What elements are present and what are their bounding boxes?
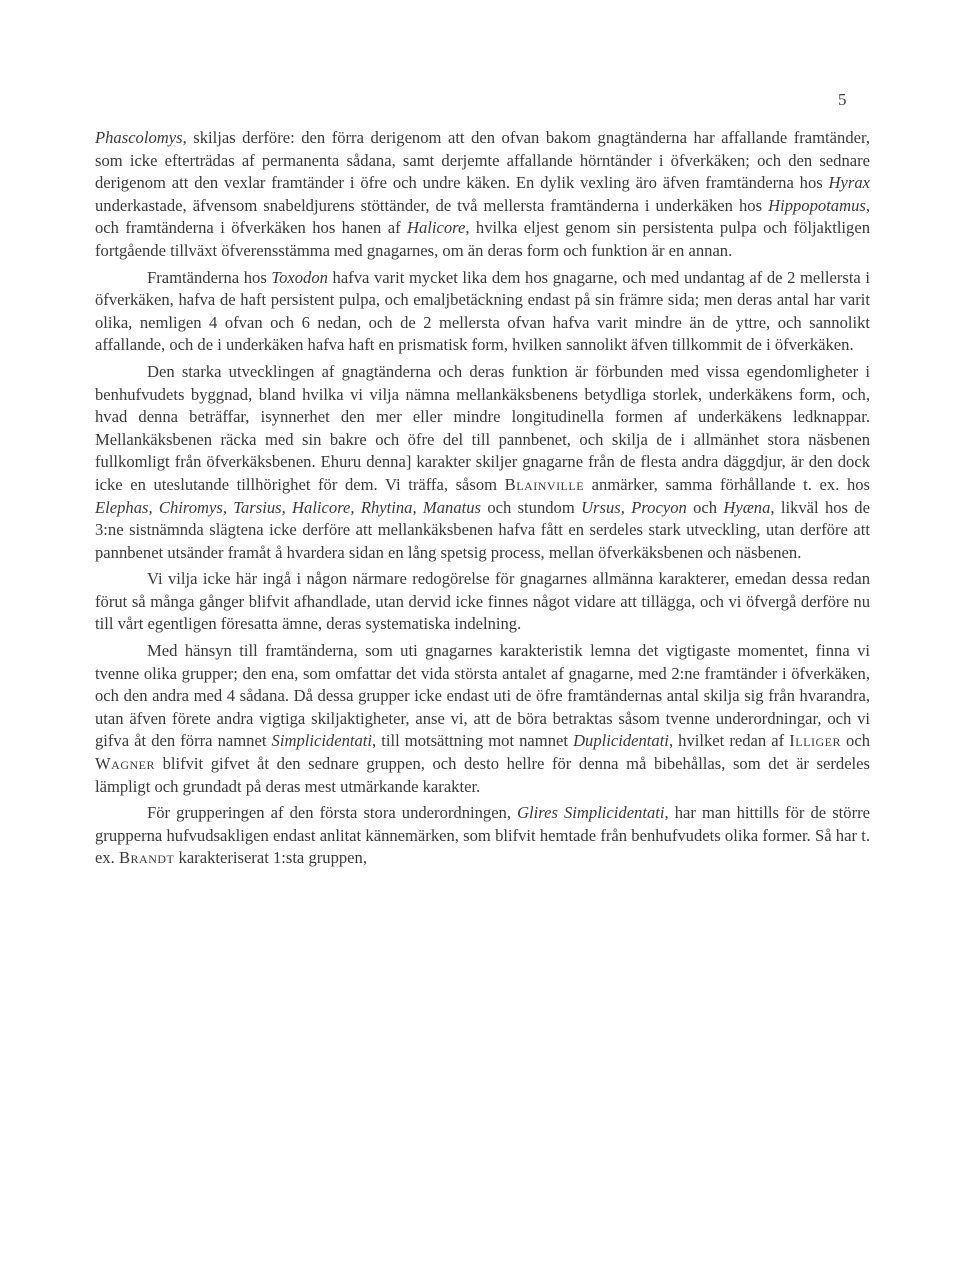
text-run: , likväl hos de 3:ne sistnämnda slägtena icke derföre att mellankäksbenen hafva fått en serdeles stark utveckling, utan derföre att pannbenet utsänder framåt å hvardera sidan en lång spetsig process, mellan öfverkäksbenen och näsbenen. (95, 497, 870, 562)
text-run: hafva varit mycket lika dem hos gnagarne, och med undantag af de 2 mellersta i öfverkäken, hafva de haft persistent pulpa, och emaljbetäckning endast på sin främre sida; men deras antal har varit olika, nemligen 4 ofvan och 6 nedan, och de 2 mellersta ofvan hafva varit mindre än de yttre, och sannolikt affallande, och de i underkäken hafva haft en prismatisk form, hvilken sannolikt äfven tillkommit de i öfverkäken. (95, 267, 871, 355)
text-run: Framtänderna hos (147, 267, 272, 287)
text-run: , skiljas derföre: den förra derigenom att den ofvan bakom gnagtänderna har affallande framtänder, som icke efterträdas af permanenta sådana, samt derjemte affallande hörntänder i öfverkäken; och den sednare derigenom att den vexlar framtänder i öfre och undre käken. En dylik vexling äro äfven framtänderna hos (95, 128, 870, 193)
paragraph-4 (95, 568, 870, 636)
text-run: För grupperingen af den första stora underordningen, (147, 803, 518, 823)
italic-term: Phascolomys (95, 128, 183, 147)
paragraph-6 (95, 802, 870, 870)
text-run: och (840, 731, 870, 751)
text-run: Med hänsyn till framtänderna, som uti gnagarnes karakteristik lemna det vigtigaste momentet, finna vi tvenne olika grupper; den ena, som omfattar det vida största antalet af gnagarne, med 2:ne framtänder i öfverkäken, och den andra med 4 sådana. Då dessa grupper icke endast uti de öfre framtändernas antal skilja sig från hvarandra, utan äfven förete andra vigtiga skiljaktigheter, anse vi, att de böra betraktas såsom tvenne underordningar, och vi gifva åt den förra namnet (95, 641, 870, 751)
italic-term: Elephas, Chiromys, Tarsius, Halicore, Rhytina, Manatus (95, 497, 482, 517)
italic-term: Halicore (407, 218, 466, 238)
body-text (95, 127, 870, 874)
text-run: anmärker, samma förhållande t. ex. hos (584, 474, 871, 494)
paragraph-1 (95, 127, 870, 263)
italic-term: Hyæna (723, 497, 771, 517)
italic-term: Hyrax (828, 173, 870, 193)
text-run: , hvilket redan af (668, 731, 790, 751)
italic-term: Glires Simplicidentati (517, 803, 665, 823)
paragraph-2 (95, 267, 870, 357)
italic-term: Ursus, Procyon (581, 497, 687, 517)
text-run: , till motsättning mot namnet (372, 731, 574, 751)
text-run: Vi vilja icke här ingå i någon närmare redogörelse för gnagarnes allmänna karakterer, emedan dessa redan förut så många gånger blifvit afhandlade, utan dervid icke finnes något vidare att tillägga, och vi öfvergå derföre nu till vårt egentligen föresatta ämne, deras systematiska indelning. (95, 569, 870, 634)
text-run: blifvit gifvet åt den sednare gruppen, och desto hellre för denna må bibehållas, som det är serdeles lämpligt och grundadt på deras mest utmärkande karakter. (95, 754, 870, 796)
italic-term: Simplicidentati (271, 731, 373, 751)
text-run: Den starka utvecklingen af gnagtänderna och deras funktion är förbunden med vissa egendomligheter i benhufvudets byggnad, bland hvilka vi vilja nämna mellankäksbenens betydliga storlek, underkäkens form, och, hvad denna beträffar, isynnerhet den mer eller mindre longitudinella formen af underkäkens ledknappar. Mellankäksbenen räcka med sin bakre och öfre del till pannbenet, och skilja de i allmänhet stora näsbenen fullkomligt från öfverkäksbenen. Ehuru denna] karakter skiljer gnagarne från de flesta andra däggdjur, är den dock icke en uteslutande tillhörighet för dem. Vi träffa, såsom (95, 361, 870, 494)
author-name: Wagner (95, 754, 155, 774)
text-run: karakteriserat 1:sta gruppen, (174, 848, 367, 868)
author-name: Illiger (789, 731, 841, 751)
text-run: , och framtänderna i öfverkäken hos hanen af (95, 195, 870, 238)
author-name: Brandt (118, 848, 175, 868)
text-run: och (686, 497, 724, 517)
text-run: och stundom (481, 497, 582, 517)
italic-term: Toxodon (271, 267, 328, 287)
paragraph-5 (95, 640, 870, 798)
text-run: , har man hittills för de större grupperna hufvudsakligen endast anlitat kännemärken, som blifvit hemtade från benhufvudets olika former. Så har t. ex. (95, 803, 870, 868)
italic-term: Duplicidentati (573, 731, 669, 751)
text-run: underkastade, äfvensom snabeldjurens stöttänder, de två mellersta framtänderna i underkäken hos (95, 195, 769, 215)
page-number: 5 (838, 90, 847, 109)
italic-term: Hippopotamus (768, 195, 866, 215)
author-name: Blainville (504, 474, 585, 494)
paragraph-3 (95, 361, 870, 564)
text-run: , hvilka eljest genom sin persistenta pulpa och följaktligen fortgående tillväxt öfverensstämma med gnagarnes, om än deras form och funktion är en annan. (95, 218, 871, 260)
